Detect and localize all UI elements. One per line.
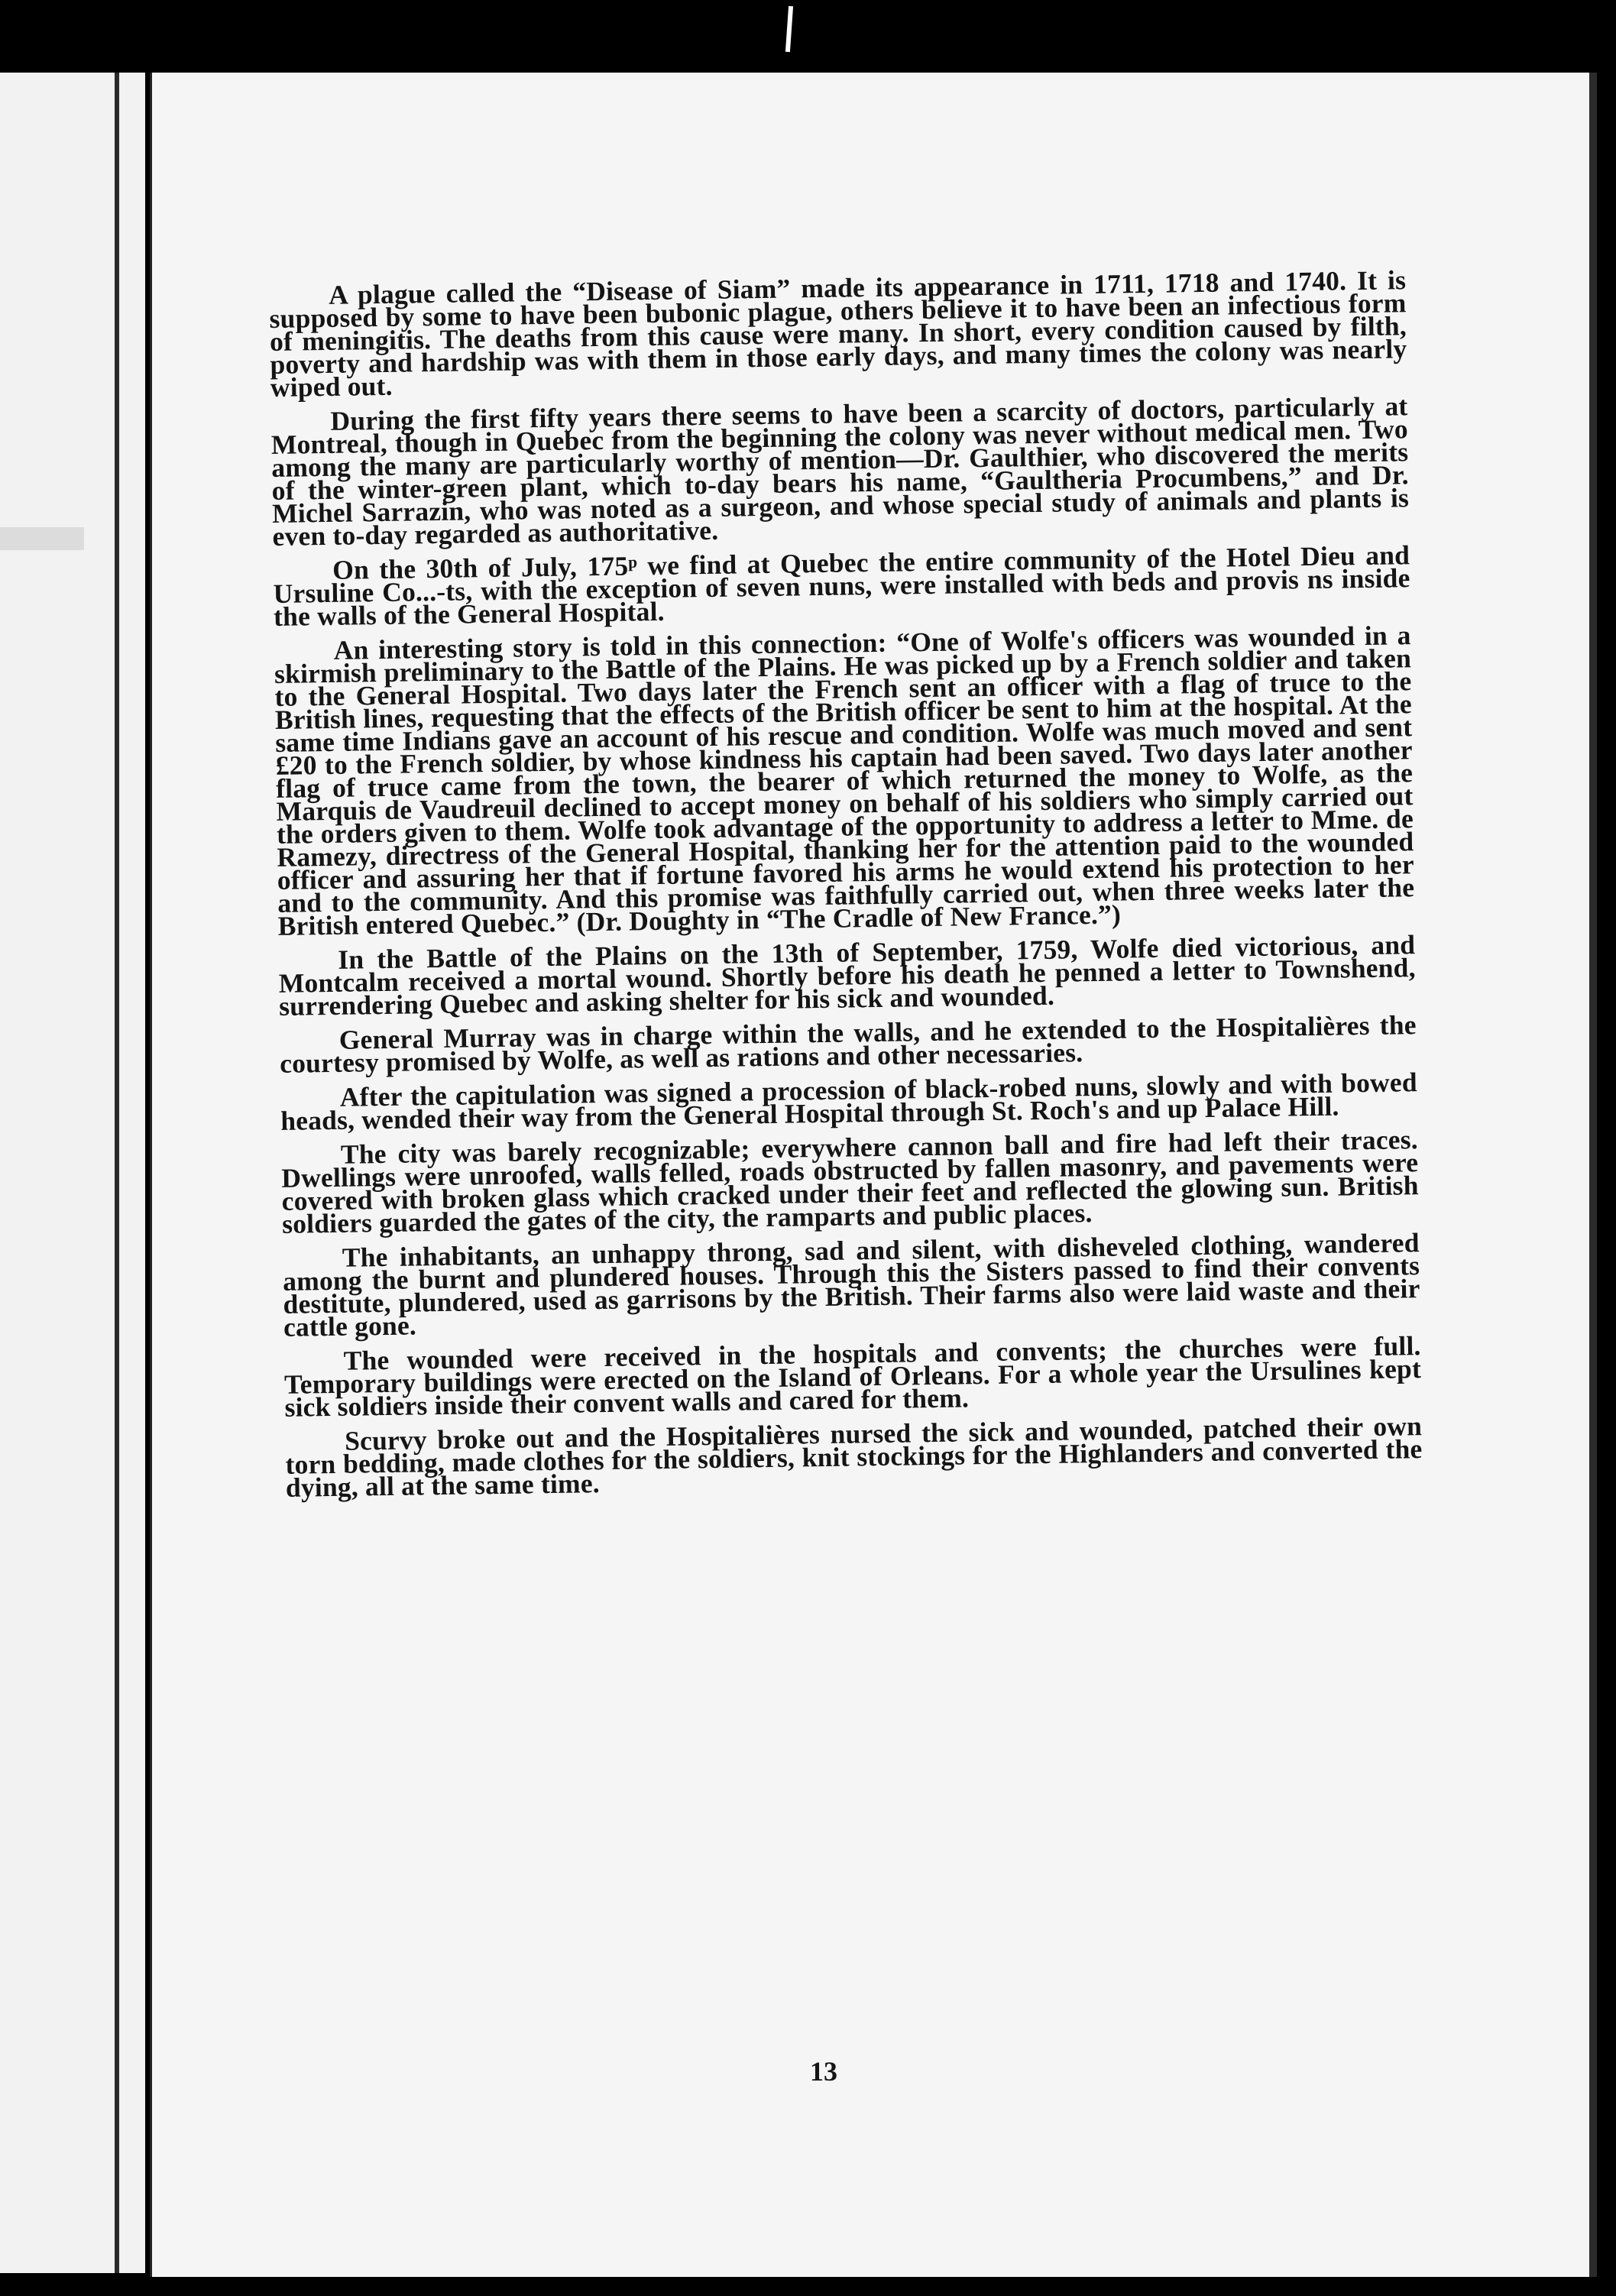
paragraph-wolfe-story: An interesting story is told in this connection: “One of Wolfe's officers was wounded in a skirmish preliminary to the Battle of the Plains. He was picked up by a French soldier and taken to the General Hospital. Two days later the French sent an officer with a flag of truce to the British lines, requesting that the effects of the British officer be sent to him at the hospital. At the same time Indians gave an account of his rescue and condition. Wolfe was much moved and sent £20 to the French soldier, by whose kindness his captain had been saved. Two days later another flag of truce came from the town, the bearer of which returned the money to Wolfe, as the Marquis de Vaudreuil declined to accept money on behalf of his soldiers who simply carried out the orders given to them. Wolfe took advantage of the opportunity to address a letter to Mme. de Ramezy, directress of the General Hospital, thanking her for the attention paid to the wounded officer and assuring her that if fortune favored his arms he would extend his protection to her and to the community. And this promise was faithfully carried out, when three weeks later the British entered Quebec.” (Dr. Doughty in “The Cradle of New France.”) (274, 620, 1415, 941)
body-text (269, 264, 1423, 1511)
paragraph-july-1759: On the 30th of July, 175ᵖ we find at Quebec the entire community of the Hotel Dieu and Ursuline Co...‑ts, with the exception of seven nuns, were installed with beds and provis ns inside the walls of the General Hospital. (273, 539, 1410, 632)
scan-mark (785, 6, 793, 52)
paragraph-city: The city was barely recognizable; everywhere cannon ball and fire had left their traces. Dwellings were unroofed, walls felled, roads obstructed by fallen masonry, and pavements were covered with broken glass which cracked under their feet and reflected the glowing sun. British soldiers guarded the gates of the city, the ramparts and public places. (281, 1124, 1419, 1239)
facing-page-shade (0, 527, 84, 550)
paragraph-murray: General Murray was in charge within the walls, and he extended to the Hospitalières the courtesy promised by Wolfe, as well as rations and other necessaries. (279, 1009, 1417, 1079)
facing-page-edge (0, 73, 145, 2273)
paragraph-capitulation: After the capitulation was signed a procession of black-robed nuns, slowly and with bowed heads, wended their way from the General Hospital through St. Roch's and up Palace Hill. (280, 1067, 1418, 1136)
gutter-line (115, 73, 119, 2273)
page-right-edge (1589, 73, 1597, 2277)
page-number: 13 (810, 2056, 837, 2087)
paragraph-plague: A plague called the “Disease of Siam” made its appearance in 1711, 1718 and 1740. It is supposed by some to have been bubonic plague, others believe it to have been an infectious form of meningitis. The deaths from this cause were many. In short, every condition caused by filth, poverty and hardship was with them in those early days, and many times the colony was nearly wiped out. (269, 264, 1407, 403)
paragraph-scurvy: Scurvy broke out and the Hospitalières nursed the sick and wounded, patched their own torn bedding, made clothes for the soldiers, knit stockings for the Highlanders and converted the dying, all at the same time. (285, 1410, 1423, 1503)
paragraph-wounded: The wounded were received in the hospitals and convents; the churches were full. Temporary buildings were erected on the Island of Orleans. For a whole year the Ursulines kept sick soldiers inside their convent walls and cared for them. (283, 1330, 1422, 1423)
paragraph-inhabitants: The inhabitants, an unhappy throng, sad and silent, with disheveled clothing, wandered among the burnt and plundered houses. Through this the Sisters passed to find their convents destitute, plundered, used as garrisons by the British. Their farms also were laid waste and their cattle gone. (282, 1227, 1420, 1342)
paragraph-battle-plains: In the Battle of the Plains on the 13th of September, 1759, Wolfe died victorious, and Montcalm received a mortal wound. Shortly before his death he penned a letter to Townshend, surrendering Quebec and asking shelter for his sick and wounded. (278, 929, 1416, 1022)
paragraph-doctors: During the first fifty years there seems to have been a scarcity of doctors, particularly at Montreal, though in Quebec from the beginning the colony was never without medical men. Two among the many are particularly worthy of mention—Dr. Gaulthier, who discovered the merits of the winter-green plant, which to-day bears his name, “Gaultheria Procumbens,” and Dr. Michel Sarrazin, who was noted as a surgeon, and whose special study of animals and plants is even to-day regarded as authoritative. (270, 390, 1410, 552)
